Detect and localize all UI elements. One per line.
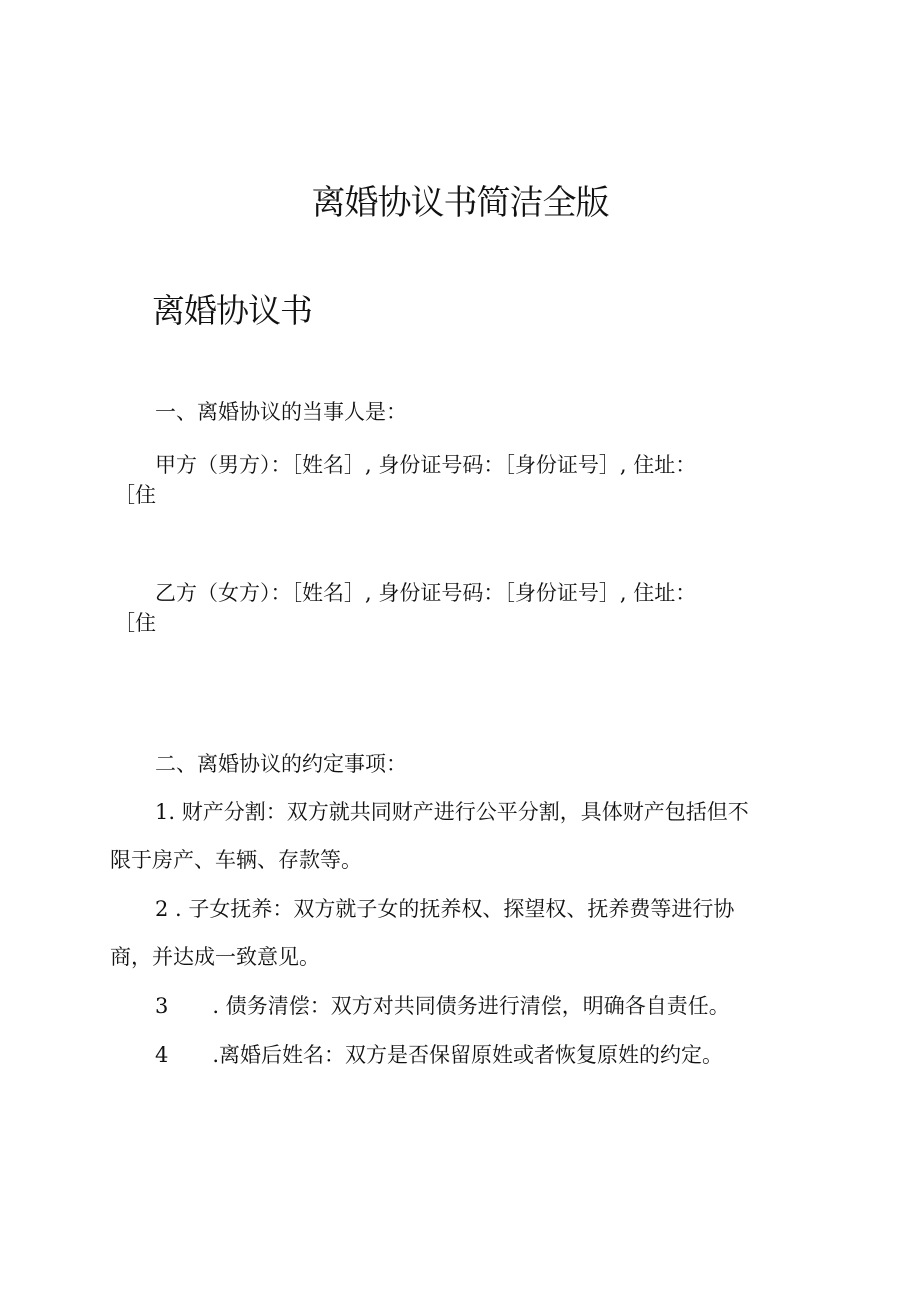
item4 [155,1040,723,1070]
party-b-line2: ［住 [114,611,156,635]
document-subtitle: 离婚协议书 [152,291,312,330]
item2-line2: 商，并达成一致意见。 [110,945,320,969]
document-title: 离婚协议书简洁全版 [311,183,609,223]
item3-number: 3 [155,994,169,1018]
item1-line1: 1. 财产分割：双方就共同财产进行公平分割，具体财产包括但不 [155,800,749,824]
item2-line1: 2 . 子女抚养：双方就子女的抚养权、探望权、抚养费等进行协 [155,897,735,921]
item4-number: 4 [155,1043,169,1067]
section1-heading: 一、离婚协议的当事人是： [155,400,407,424]
party-b-line1: 乙方（女方）：［姓名］, 身份证号码：［身份证号］, 住址： [155,581,697,605]
item4-text: .离婚后姓名：双方是否保留原姓或者恢复原姓的约定。 [212,1043,724,1067]
section2-heading: 二、离婚协议的约定事项： [155,752,407,776]
party-a-line2: ［住 [114,483,156,507]
item3 [155,991,730,1021]
item3-text: . 债务清偿：双方对共同债务进行清偿，明确各自责任。 [212,994,730,1018]
item1-line2: 限于房产、车辆、存款等。 [110,848,362,872]
party-a-line1: 甲方（男方）：［姓名］, 身份证号码：［身份证号］, 住址： [155,453,697,477]
